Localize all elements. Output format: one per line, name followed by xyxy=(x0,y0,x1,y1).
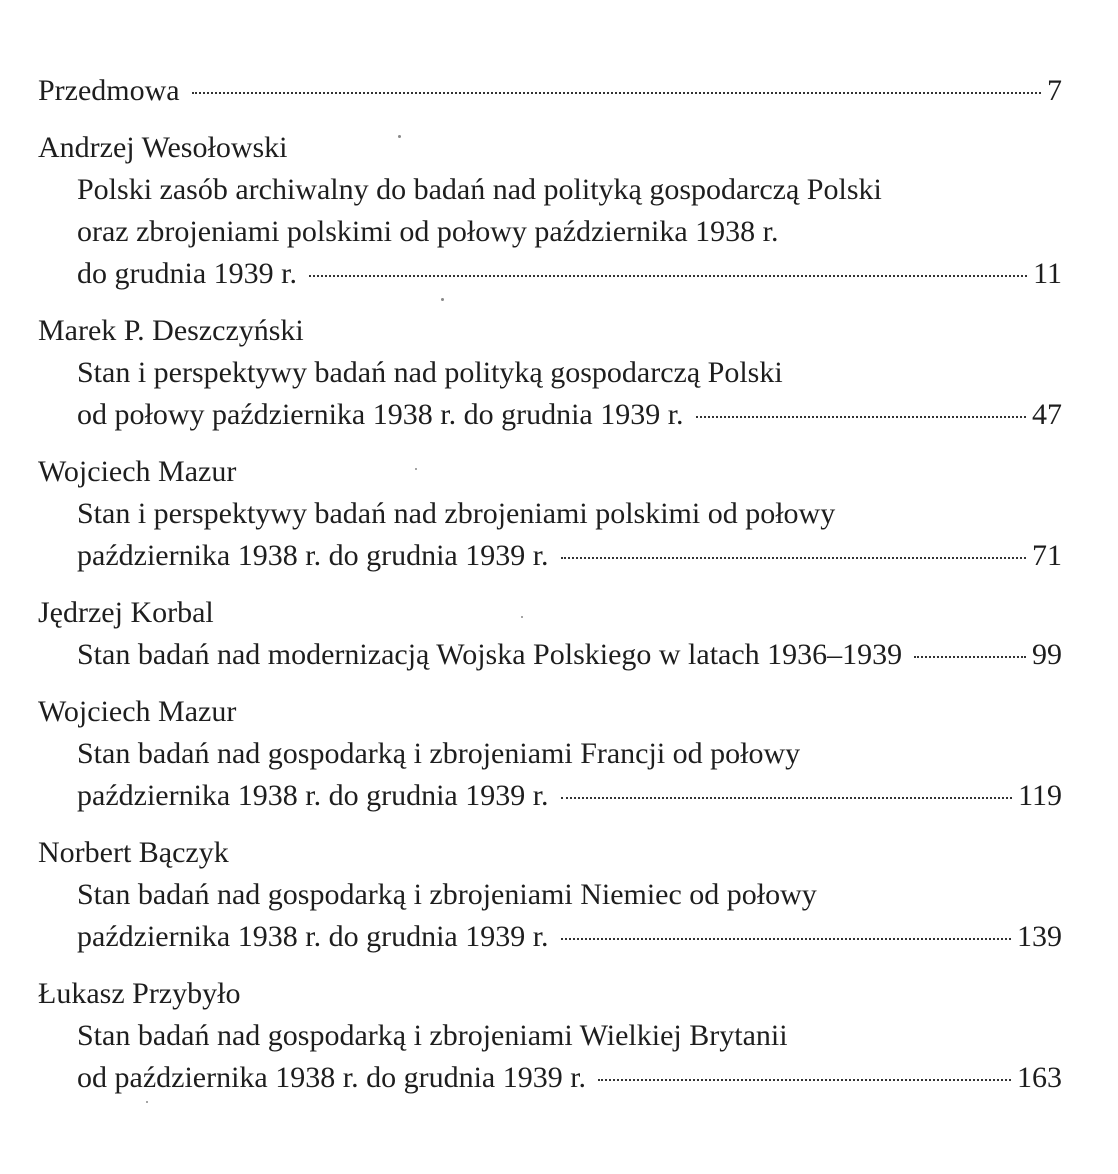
dot-leader xyxy=(696,416,1026,418)
toc-title-line xyxy=(38,874,1062,916)
dot-leader xyxy=(914,656,1026,658)
page-number: 163 xyxy=(1017,1061,1062,1094)
toc-entry xyxy=(38,973,1062,1099)
page-number: 99 xyxy=(1032,638,1062,671)
author-name: Wojciech Mazur xyxy=(38,455,237,488)
author-name: Marek P. Deszczyński xyxy=(38,314,304,347)
scan-speck xyxy=(521,616,523,618)
toc-title-line-last xyxy=(38,775,1062,817)
toc-entry xyxy=(38,592,1062,676)
article-title-line: października 1938 r. do grudnia 1939 r. xyxy=(77,920,549,953)
article-title-line: Stan badań nad modernizacją Wojska Polskiego w latach 1936–1939 xyxy=(77,638,903,671)
dot-leader xyxy=(561,938,1011,940)
scan-speck xyxy=(146,1101,148,1103)
toc-title-line xyxy=(38,169,1062,211)
toc-author xyxy=(38,691,1062,733)
article-title-line: od połowy października 1938 r. do grudnia 1939 r. xyxy=(77,398,684,431)
page-number: 119 xyxy=(1018,779,1062,812)
toc-preface-page: 7 xyxy=(1047,74,1062,107)
toc-entry xyxy=(38,127,1062,295)
toc-author xyxy=(38,127,1062,169)
author-name: Andrzej Wesołowski xyxy=(38,131,288,164)
article-title-line: do grudnia 1939 r. xyxy=(77,257,297,290)
article-title-line: Stan badań nad gospodarką i zbrojeniami Niemiec od połowy xyxy=(77,878,817,911)
author-name: Łukasz Przybyło xyxy=(38,977,241,1010)
dot-leader xyxy=(192,92,1041,94)
toc-entry-preface xyxy=(38,70,1062,112)
toc-title-line xyxy=(38,1015,1062,1057)
article-title-line: oraz zbrojeniami polskimi od połowy października 1938 r. xyxy=(77,215,779,248)
toc-title-line xyxy=(38,352,1062,394)
author-name: Wojciech Mazur xyxy=(38,695,237,728)
toc-author xyxy=(38,973,1062,1015)
dot-leader xyxy=(561,797,1013,799)
scan-speck xyxy=(415,468,417,470)
toc-title-line xyxy=(38,211,1062,253)
article-title-line: Stan i perspektywy badań nad zbrojeniami polskimi od połowy xyxy=(77,497,836,530)
toc-entry xyxy=(38,691,1062,817)
dot-leader xyxy=(598,1079,1011,1081)
article-title-line: października 1938 r. do grudnia 1939 r. xyxy=(77,539,549,572)
toc-title-line-last xyxy=(38,253,1062,295)
page-number: 47 xyxy=(1032,398,1062,431)
article-title-line: Stan badań nad gospodarką i zbrojeniami Wielkiej Brytanii xyxy=(77,1019,788,1052)
toc-entry xyxy=(38,310,1062,436)
article-title-line: Stan i perspektywy badań nad polityką gospodarczą Polski xyxy=(77,356,783,389)
toc-author xyxy=(38,592,1062,634)
author-name: Norbert Bączyk xyxy=(38,836,229,869)
toc-title-line xyxy=(38,493,1062,535)
toc-preface-title: Przedmowa xyxy=(38,74,180,107)
table-of-contents xyxy=(38,70,1062,1099)
page-number: 71 xyxy=(1032,539,1062,572)
dot-leader xyxy=(309,275,1027,277)
author-name: Jędrzej Korbal xyxy=(38,596,214,629)
article-title-line: października 1938 r. do grudnia 1939 r. xyxy=(77,779,549,812)
article-title-line: Stan badań nad gospodarką i zbrojeniami Francji od połowy xyxy=(77,737,801,770)
article-title-line: Polski zasób archiwalny do badań nad polityką gospodarczą Polski xyxy=(77,173,882,206)
toc-title-line-last xyxy=(38,916,1062,958)
toc-title-line-last xyxy=(38,535,1062,577)
page-number: 139 xyxy=(1017,920,1062,953)
toc-author xyxy=(38,310,1062,352)
toc-entry xyxy=(38,832,1062,958)
toc-preface-row xyxy=(38,70,1062,112)
toc-author xyxy=(38,832,1062,874)
page-number: 11 xyxy=(1033,257,1062,290)
scan-speck xyxy=(398,135,401,138)
toc-entry xyxy=(38,451,1062,577)
scan-speck xyxy=(441,298,444,301)
toc-title-line-last xyxy=(38,634,1062,676)
toc-author xyxy=(38,451,1062,493)
toc-title-line-last xyxy=(38,394,1062,436)
article-title-line: od października 1938 r. do grudnia 1939 r. xyxy=(77,1061,587,1094)
dot-leader xyxy=(561,557,1026,559)
toc-title-line-last xyxy=(38,1057,1062,1099)
toc-title-line xyxy=(38,733,1062,775)
